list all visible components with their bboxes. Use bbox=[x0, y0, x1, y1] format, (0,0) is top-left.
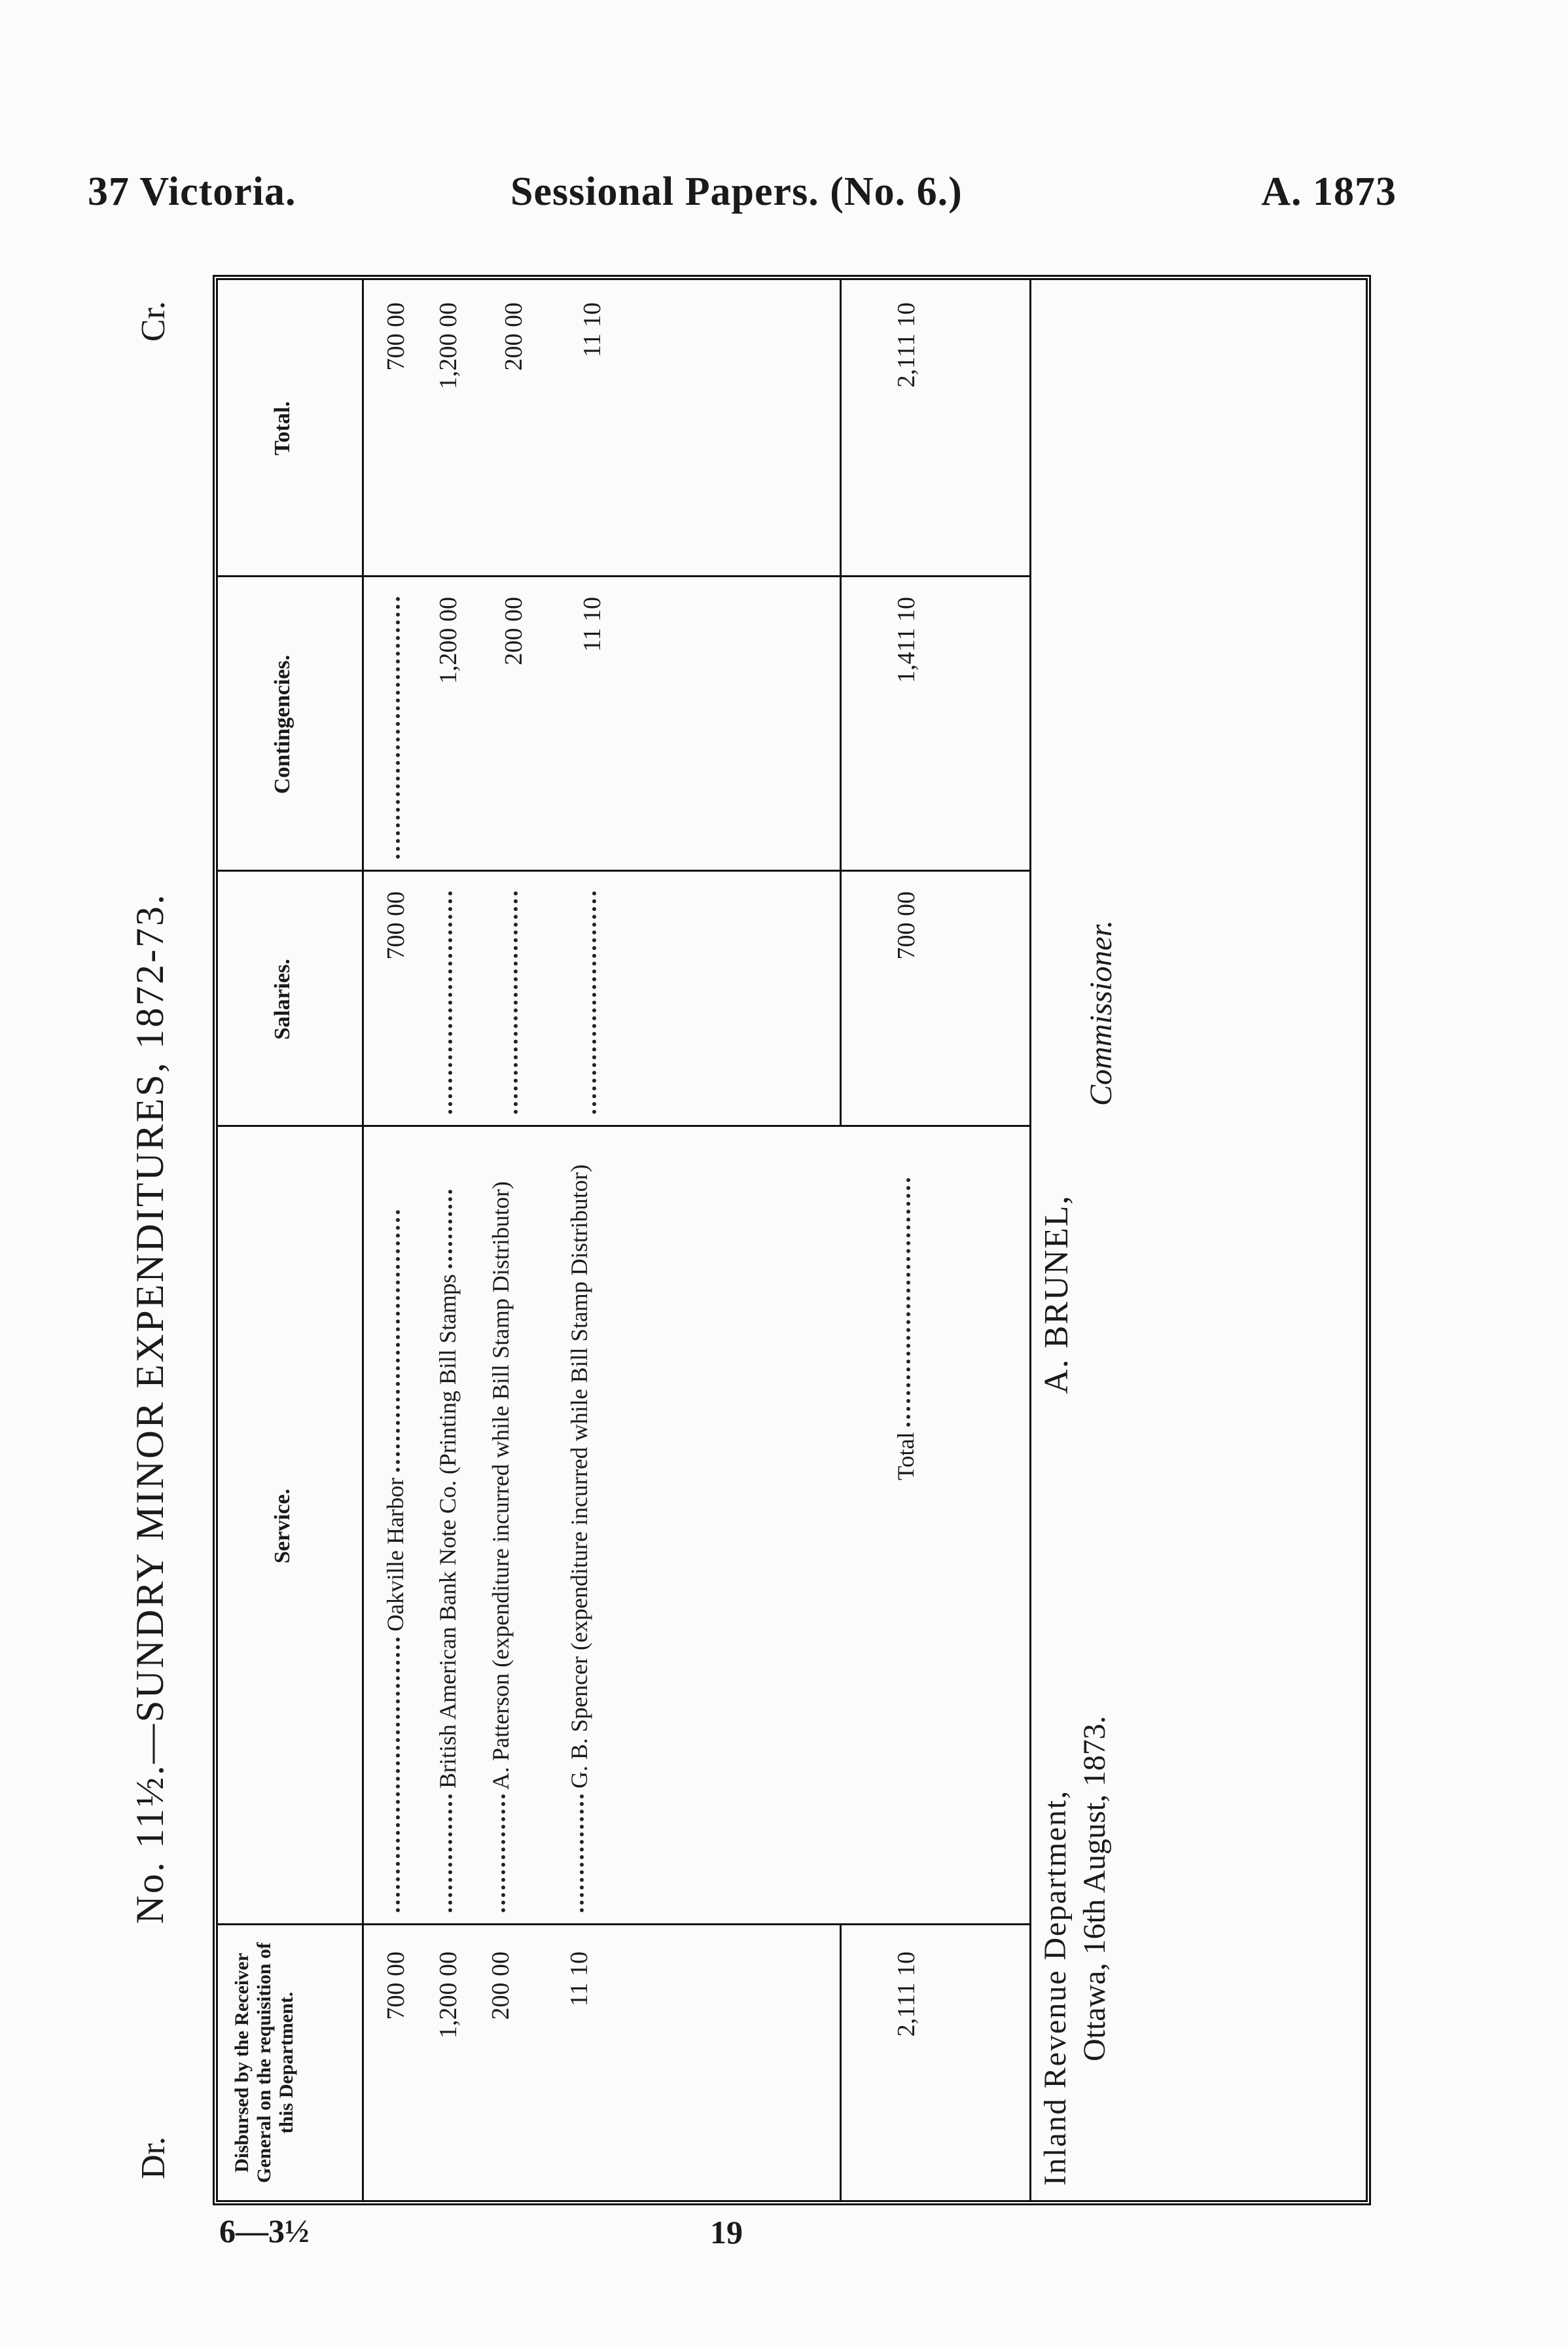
row3-disbursed: 200 00 bbox=[487, 1951, 514, 2020]
col-head-salaries: Salaries. bbox=[270, 959, 294, 1040]
col-head-total: Total. bbox=[270, 401, 294, 455]
header-session: 37 Victoria. bbox=[88, 169, 296, 214]
page-title: No. 11½.—SUNDRY MINOR EXPENDITURES, 1872-73. bbox=[128, 893, 171, 1924]
place-date: Ottawa, 16th August, 1873. bbox=[1077, 1716, 1112, 2061]
department-name: Inland Revenue Department, bbox=[1038, 1789, 1073, 2186]
signatory-name: A. BRUNEL, bbox=[1038, 1194, 1075, 1394]
col-head-disbursed: Disbursed by the Receiver General on the requisition of this Department. bbox=[231, 1942, 297, 2183]
row1-disbursed: 700 00 bbox=[382, 1951, 410, 2020]
col-head-service: Service. bbox=[270, 1488, 294, 1564]
row2-service: British American Bank Note Co. (Printing Bill Stamps bbox=[434, 1133, 461, 1912]
row2-disbursed: 1,200 00 bbox=[435, 1951, 462, 2038]
total-salaries: 700 00 bbox=[893, 891, 920, 960]
row4-salaries-dots bbox=[578, 878, 605, 1114]
row4-contingencies: 11 10 bbox=[579, 597, 606, 652]
row4-service: G. B. Spencer (expenditure incurred while Bill Stamp Distributor) bbox=[565, 1133, 594, 1912]
row1-contingencies-dots bbox=[382, 584, 409, 859]
title-row bbox=[128, 275, 200, 2205]
total-contingencies: 1,411 10 bbox=[893, 597, 920, 683]
rotated-table-area bbox=[128, 275, 1371, 2205]
total-disbursed: 2,111 10 bbox=[893, 1951, 920, 2037]
row1-salaries: 700 00 bbox=[382, 891, 410, 960]
row1-service: Oakville Harbor bbox=[382, 1133, 409, 1912]
row2-contingencies: 1,200 00 bbox=[435, 597, 462, 684]
header-title: Sessional Papers. (No. 6.) bbox=[510, 169, 963, 214]
row4-total: 11 10 bbox=[579, 302, 606, 358]
header-year: A. 1873 bbox=[1261, 169, 1397, 214]
row2-salaries-dots bbox=[434, 878, 461, 1114]
col-head-contingencies: Contingencies. bbox=[270, 654, 294, 794]
row3-contingencies: 200 00 bbox=[500, 597, 527, 666]
row3-service: A. Patterson (expenditure incurred while Bill Stamp Distributor) bbox=[486, 1133, 515, 1912]
expenditure-table bbox=[213, 275, 1371, 2205]
row3-salaries-dots bbox=[499, 878, 527, 1114]
row1-total: 700 00 bbox=[382, 302, 410, 371]
credit-label: Cr. bbox=[135, 301, 172, 342]
total-label: Total bbox=[892, 1133, 919, 1480]
row4-disbursed: 11 10 bbox=[565, 1951, 593, 2007]
debit-label: Dr. bbox=[135, 2137, 172, 2179]
signatory-role: Commissioner. bbox=[1084, 919, 1118, 1106]
row2-total: 1,200 00 bbox=[435, 302, 462, 389]
total-total: 2,111 10 bbox=[893, 302, 920, 388]
footer-signature-mark: 6—3½ bbox=[219, 2213, 310, 2249]
row3-total: 200 00 bbox=[500, 302, 527, 371]
page-number: 19 bbox=[710, 2214, 743, 2250]
